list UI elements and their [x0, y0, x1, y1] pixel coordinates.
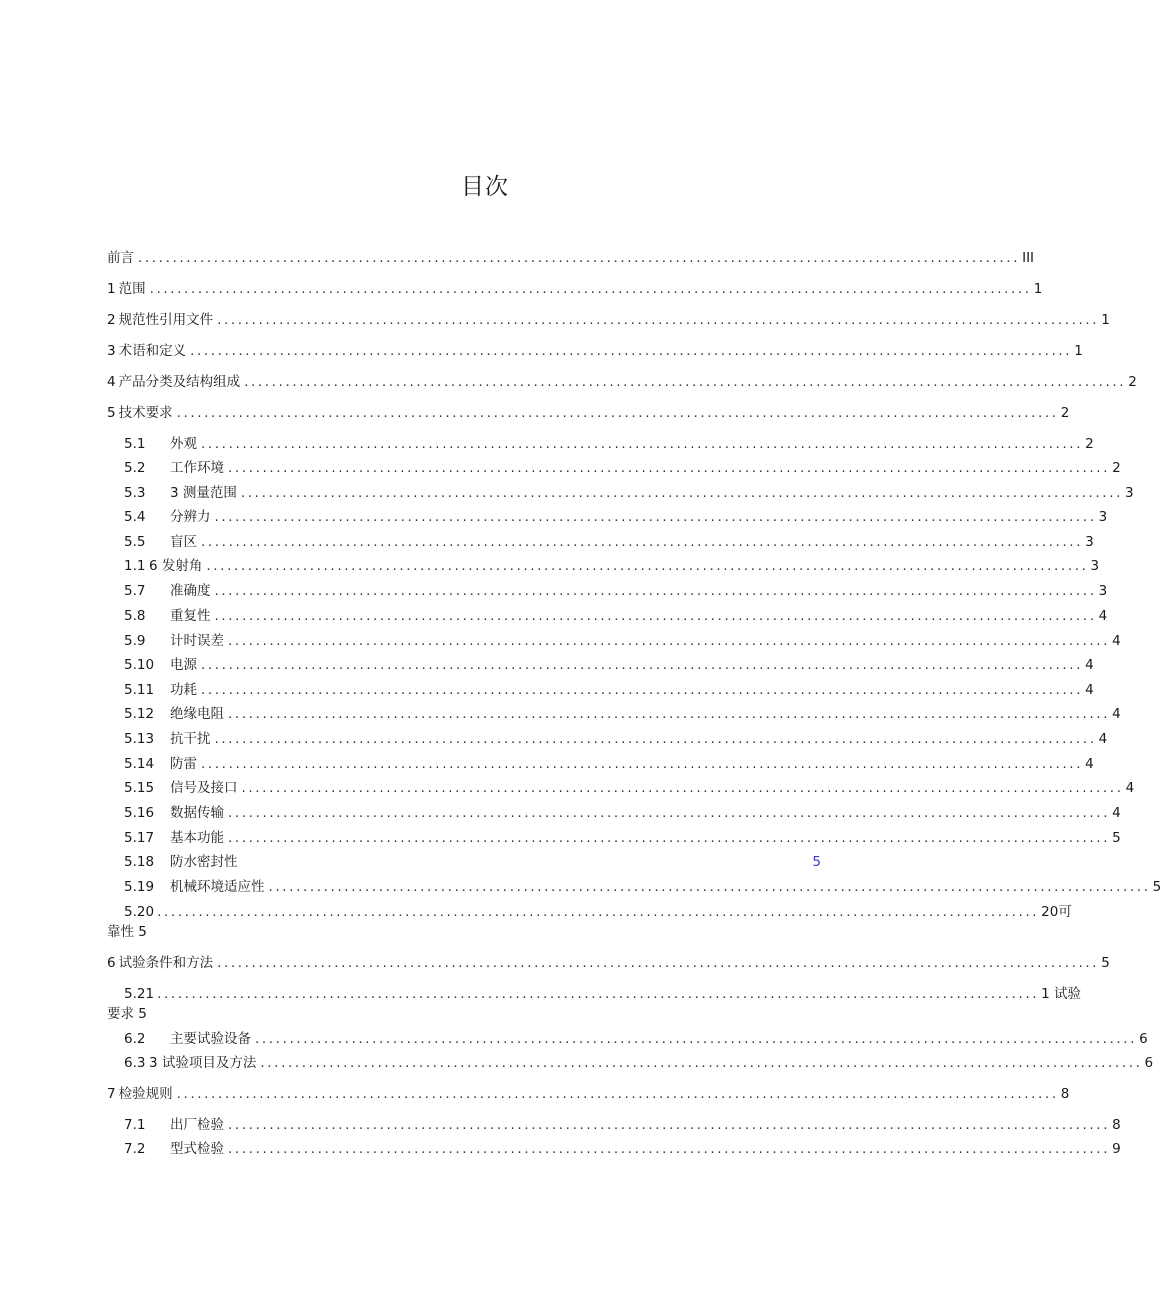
toc-subentry[interactable]: [124, 704, 1121, 724]
toc-subentry[interactable]: [124, 507, 1108, 527]
toc-leader: ................................................................................................................................: [201, 682, 1084, 698]
toc-entry-text: 技术要求: [118, 405, 173, 421]
toc-entry-wrap-text: 要求 5: [107, 1006, 147, 1022]
toc-entry-number: 5.1: [124, 436, 146, 452]
toc-entry-text: 防雷: [170, 756, 197, 772]
toc-subentry[interactable]: [124, 1139, 1121, 1159]
toc-leader: ................................................................................................................................: [214, 583, 1097, 599]
toc-entry-text: 型式检验: [170, 1141, 224, 1157]
toc-entry-number: 5.2: [124, 460, 146, 476]
toc-entry[interactable]: [107, 310, 1110, 330]
toc-entry-page: 5: [1101, 955, 1110, 971]
toc-entry-page: 1 试验: [1041, 986, 1082, 1002]
toc-entry-text: 前言: [107, 250, 134, 266]
toc-entry-page: 3: [1090, 558, 1100, 574]
toc-entry-page: 9: [1112, 1141, 1121, 1157]
toc-entry-number: 5.21: [124, 986, 155, 1002]
toc-entry-text: 机械环境适应性: [170, 879, 265, 895]
toc-entry-number: 4: [107, 374, 116, 390]
toc-entry-number: 5.11: [124, 682, 155, 698]
toc-subentry[interactable]: [124, 581, 1108, 601]
toc-entry-page: 5: [1152, 879, 1161, 895]
toc-subentry[interactable]: [124, 984, 1082, 1004]
toc-entry-number: 5.17: [124, 830, 155, 846]
toc-entry-wrap-text: 靠性 5: [107, 924, 147, 940]
toc-entry[interactable]: [107, 248, 1035, 268]
toc-entry-page: 8: [1112, 1117, 1121, 1133]
toc-subentry[interactable]: [124, 458, 1121, 478]
toc-entry[interactable]: [107, 953, 1110, 973]
toc-entry[interactable]: [107, 1084, 1070, 1104]
toc-subentry[interactable]: [124, 902, 1072, 922]
toc-leader: ................................................................................................................................: [206, 558, 1089, 574]
toc-entry-text: 信号及接口: [170, 780, 238, 796]
toc-entry-number: 5.5: [124, 534, 146, 550]
toc-entry-number: 5.12: [124, 706, 155, 722]
toc-entry-text: 电源: [170, 657, 197, 673]
toc-entry-page: 6: [1139, 1031, 1148, 1047]
toc-entry-page: 4: [1085, 657, 1094, 673]
toc-entry[interactable]: [107, 279, 1043, 299]
toc-entry-page: 20: [1041, 904, 1059, 920]
toc-entry-text: 分辨力: [170, 509, 211, 525]
toc-entry-text: 6 发射角: [149, 558, 203, 574]
toc-entry-page: 2: [1085, 436, 1094, 452]
toc-entry-page: 1: [1101, 312, 1110, 328]
toc-entry-number: 5.3: [124, 485, 146, 501]
toc-entry-number: 5.4: [124, 509, 146, 525]
toc-leader: ................................................................................................................................: [201, 436, 1084, 452]
toc-entry-text: 规范性引用文件: [118, 312, 214, 328]
toc-subentry[interactable]: [124, 1029, 1148, 1049]
toc-subentry[interactable]: [124, 483, 1134, 503]
toc-entry-overflow-text: 可: [1058, 904, 1072, 920]
toc-entry-number: 5.13: [124, 731, 155, 747]
toc-leader: ................................................................................................................................: [241, 780, 1124, 796]
toc-title: 目次: [461, 174, 509, 200]
toc-entry-page: 2: [1112, 460, 1121, 476]
toc-leader: ................................................................................................................................: [228, 460, 1111, 476]
toc-entry-text: 计时误差: [170, 633, 224, 649]
toc-entry-text: 工作环境: [170, 460, 224, 476]
toc-entry-text: 试验条件和方法: [118, 955, 214, 971]
toc-entry-number: 7.2: [124, 1141, 146, 1157]
toc-entry-number: 5.15: [124, 780, 155, 796]
toc-subentry[interactable]: [124, 754, 1094, 774]
toc-entry[interactable]: [107, 341, 1083, 361]
toc-entry-number: 5: [107, 405, 116, 421]
toc-entry-number: 5.19: [124, 879, 155, 895]
toc-subentry[interactable]: [124, 778, 1135, 798]
toc-subentry[interactable]: [124, 828, 1121, 848]
toc-entry-page: 5: [812, 854, 821, 870]
toc-leader: ................................................................................................................................: [157, 986, 1040, 1002]
toc-subentry[interactable]: [124, 434, 1094, 454]
toc-subentry[interactable]: [124, 556, 1100, 576]
toc-leader: ................................................................................................................................: [228, 1141, 1111, 1157]
toc-entry-text: 检验规则: [118, 1086, 173, 1102]
toc-entry-page: III: [1022, 250, 1035, 266]
toc-entry-text: 基本功能: [170, 830, 224, 846]
toc-leader: ................................................................................................................................: [217, 312, 1100, 328]
toc-entry-number: 5.18: [124, 854, 155, 870]
toc-subentry[interactable]: [124, 1053, 1154, 1073]
toc-subentry[interactable]: [124, 606, 1108, 626]
toc-entry-page: 4: [1085, 756, 1094, 772]
toc-subentry[interactable]: [124, 803, 1121, 823]
toc-entry-page: 3: [1085, 534, 1094, 550]
toc-entry-number: 2: [107, 312, 116, 328]
toc-subentry[interactable]: [124, 1115, 1121, 1135]
toc-leader: ................................................................................................................................: [268, 879, 1151, 895]
toc-entry-number: 7: [107, 1086, 116, 1102]
toc-entry[interactable]: [107, 372, 1137, 392]
toc-entry-text: 范围: [118, 281, 146, 297]
toc-entry-number: 5.14: [124, 756, 155, 772]
toc-entry-text: 准确度: [170, 583, 211, 599]
toc-leader: ................................................................................................................................: [214, 731, 1097, 747]
toc-entry-page: 6: [1144, 1055, 1154, 1071]
toc-entry-text: 防水密封性: [170, 854, 238, 870]
toc-entry-page: 4: [1112, 805, 1121, 821]
toc-subentry[interactable]: [124, 655, 1094, 675]
toc-entry-number: 5.16: [124, 805, 155, 821]
toc-subentry[interactable]: [124, 877, 1161, 897]
toc-entry-text: 数据传输: [170, 805, 224, 821]
toc-entry-text: 盲区: [170, 534, 197, 550]
toc-entry-text: 3 试验项目及方法: [149, 1055, 257, 1071]
toc-entry-page: 1: [1074, 343, 1083, 359]
toc-entry-number: 1.1: [124, 558, 146, 574]
toc-subentry[interactable]: [124, 729, 1108, 749]
toc-entry-number: 6: [107, 955, 116, 971]
toc-entry-page: 4: [1125, 780, 1135, 796]
toc-leader: ................................................................................................................................: [244, 374, 1127, 390]
toc-entry-page: 4: [1098, 608, 1108, 624]
toc-entry[interactable]: [107, 403, 1070, 423]
toc-entry-text: 重复性: [170, 608, 211, 624]
toc-entry-number: 5.9: [124, 633, 146, 649]
toc-entry-text: 术语和定义: [118, 343, 187, 359]
toc-entry-number: 7.1: [124, 1117, 146, 1133]
toc-entry-number: 6.2: [124, 1031, 146, 1047]
toc-entry-page: 2: [1060, 405, 1070, 421]
toc-entry-text: 主要试验设备: [170, 1031, 251, 1047]
toc-entry-text: 出厂检验: [170, 1117, 224, 1133]
toc-entry-text: 产品分类及结构组成: [118, 374, 241, 390]
toc-entry-number: 3: [107, 343, 116, 359]
toc-leader: ................................................................................................................................: [228, 805, 1111, 821]
toc-entry-page: 4: [1112, 633, 1121, 649]
toc-entry-number: 1: [107, 281, 116, 297]
toc-entry-text: 抗干扰: [170, 731, 211, 747]
toc-entry-page: 2: [1128, 374, 1137, 390]
toc-entry-number: 6.3: [124, 1055, 146, 1071]
toc-entry-number: 5.8: [124, 608, 146, 624]
toc-leader: ................................................................................................................................: [201, 756, 1084, 772]
toc-entry-number: 5.7: [124, 583, 146, 599]
toc-leader: ................................................................................................................................: [157, 904, 1040, 920]
toc-leader: ................................................................................................................................: [255, 1031, 1138, 1047]
toc-leader: ................................................................................................................................: [176, 405, 1059, 421]
toc-entry-page: 4: [1112, 706, 1121, 722]
toc-leader: ................................................................................................................................: [138, 250, 1021, 266]
toc-entry-text: 外观: [170, 436, 197, 452]
toc-entry-page: 8: [1060, 1086, 1070, 1102]
toc-entry-page: 4: [1085, 682, 1094, 698]
toc-entry-number: 5.10: [124, 657, 155, 673]
toc-leader: ................................................................................................................................: [201, 657, 1084, 673]
toc-entry-text: 3 测量范围: [170, 485, 237, 501]
toc-leader: ................................................................................................................................: [214, 509, 1097, 525]
toc-entry-page: 1: [1033, 281, 1043, 297]
toc-entry-number: 5.20: [124, 904, 155, 920]
toc-leader: ................................................................................................................................: [228, 633, 1111, 649]
toc-entry-page: 4: [1098, 731, 1108, 747]
toc-leader: ................................................................................................................................: [228, 706, 1111, 722]
toc-entry-page: 3: [1098, 583, 1108, 599]
toc-leader: ................................................................................................................................: [190, 343, 1073, 359]
toc-subentry[interactable]: [124, 852, 821, 872]
toc-leader: ................................................................................................................................: [201, 534, 1084, 550]
toc-entry-page: 5: [1112, 830, 1121, 846]
toc-leader: ................................................................................................................................: [176, 1086, 1059, 1102]
toc-subentry[interactable]: [124, 532, 1094, 552]
toc-entry-text: 功耗: [170, 682, 197, 698]
toc-entry-page: 3: [1124, 485, 1134, 501]
toc-leader: ................................................................................................................................: [228, 1117, 1111, 1133]
toc-subentry[interactable]: [124, 631, 1121, 651]
toc-subentry[interactable]: [124, 680, 1094, 700]
toc-entry-page: 3: [1098, 509, 1108, 525]
toc-leader: ................................................................................................................................: [217, 955, 1100, 971]
toc-leader: ................................................................................................................................: [240, 485, 1123, 501]
toc-leader: ................................................................................................................................: [214, 608, 1097, 624]
toc-leader: ................................................................................................................................: [260, 1055, 1143, 1071]
toc-leader: ................................................................................................................................: [228, 830, 1111, 846]
toc-leader: ................................................................................................................................: [149, 281, 1032, 297]
toc-entry-text: 绝缘电阻: [170, 706, 224, 722]
